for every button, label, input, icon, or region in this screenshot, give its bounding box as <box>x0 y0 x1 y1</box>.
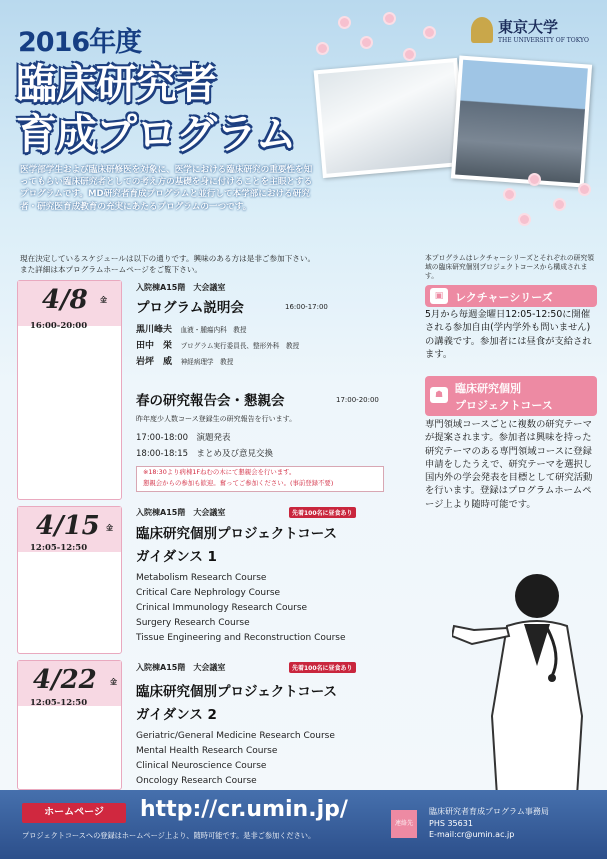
year-label: 2016年度 <box>18 27 142 58</box>
event-title-time: 16:00-17:00 <box>285 303 328 311</box>
speaker-role: 神経病理学 教授 <box>180 358 234 366</box>
speaker-name: 田中 栄 <box>136 341 173 351</box>
course-item: Metabolism Research Course <box>136 573 267 583</box>
contact-label: 連絡先 <box>391 810 417 838</box>
project-course-heading <box>425 376 597 416</box>
contact-line: 臨床研究者育成プログラム事務局 <box>429 807 549 816</box>
event-title: 臨床研究個別プロジェクトコース <box>136 684 338 700</box>
speaker-name: 黒川峰夫 <box>136 325 173 335</box>
party-notice <box>136 466 384 492</box>
event-date: 4/15 <box>36 511 100 541</box>
logo-en-text: THE UNIVERSITY OF TOKYO <box>498 37 589 44</box>
homepage-link[interactable]: http://cr.umin.jp/ <box>140 797 348 822</box>
agenda-item: 17:00-18:00 演題発表 <box>136 433 231 443</box>
ginkgo-icon <box>471 17 493 43</box>
lecture-description: 5月から毎週金曜日12:05-12:50に開催される参加自由(学内学外も問いません)の講義です。参加者には昼食が支給されます。 <box>425 309 592 360</box>
event-title: 春の研究報告会・懇親会 <box>136 393 285 409</box>
course-item: Critical Care Nephrology Course <box>136 588 281 598</box>
lunch-badge: 先着100名に昼食あり <box>289 507 356 518</box>
event-location: 入院棟A15階 大会議室 <box>136 508 226 517</box>
hospital-photo <box>451 56 592 188</box>
lecture-heading-text: レクチャーシリーズ <box>455 291 553 304</box>
course-item: Oncology Research Course <box>136 776 257 786</box>
footer-note: プロジェクトコースへの登録はホームページ上より、随時可能です。是非ご参加ください。 <box>22 831 316 840</box>
program-structure-note: 本プログラムはレクチャーシリーズとそれぞれの研究領域の臨床研究個別プロジェクトコースから構成されます。 <box>425 254 595 280</box>
course-item: Surgery Research Course <box>136 618 250 628</box>
people-icon: ☗ <box>430 387 448 403</box>
event-date: 4/8 <box>42 285 88 315</box>
event-weekday: 金 <box>100 296 107 304</box>
event-weekday: 金 <box>106 524 113 532</box>
event-subtitle: ガイダンス 1 <box>136 549 217 565</box>
course-item: Crinical Immunology Research Course <box>136 603 308 613</box>
project-description: 専門領域コースごとに複数の研究テーマが提案されます。参加者は興味を持った研究テーマのある専門領域コースに登録申請をしたうえで、研究テーマを選択し国内外の学会発表を目標として研究活動を行います。登録はプログラムホームページ上より随時可能です。 <box>425 419 593 510</box>
course-item: Mental Health Research Course <box>136 746 278 756</box>
page-title-line1: 臨床研究者 <box>16 60 216 108</box>
university-logo <box>471 15 596 49</box>
course-item: Geriatric/General Medicine Research Course <box>136 731 335 741</box>
intro-text: 医学部学生および臨床研修医を対象に、医学における臨床研究の重要性を知ってもらい臨床研究者としての考え方の基礎を身に付けることを主眼とするプログラムです。MD研究者育成プログラムと並行して本学部における研究者・研究医育成教育の充実にあたるプログラムの一つです。 <box>20 165 313 212</box>
course-item: Tissue Engineering and Reconstruction Course <box>136 633 346 643</box>
notice-line: 懇親会からの参加も歓迎。奮ってご参加ください。(事前登録不要) <box>143 479 334 487</box>
speaker-role: プログラム実行委員長、整形外科 教授 <box>180 342 300 350</box>
contact-email[interactable]: E-mail:cr@umin.ac.jp <box>429 830 515 839</box>
agenda-item: 18:00-18:15 まとめ及び意見交換 <box>136 449 274 459</box>
schedule-note-line: 現在決定しているスケジュールは以下の通りです。興味のある方は是非ご参加下さい。 <box>20 254 316 263</box>
date-box <box>17 660 122 790</box>
speaker <box>136 338 299 351</box>
event-title-time: 17:00-20:00 <box>336 396 379 404</box>
logo-jp-text: 東京大学 <box>498 18 559 36</box>
project-heading-line2: プロジェクトコース <box>455 399 553 412</box>
event-time: 12:05-12:50 <box>30 543 88 553</box>
course-list <box>136 729 335 789</box>
event-location: 入院棟A15階 大会議室 <box>136 663 226 672</box>
lecture-series-heading <box>425 285 597 307</box>
doctor-silhouette-icon <box>452 566 602 796</box>
event-time: 12:05-12:50 <box>30 698 88 708</box>
project-heading-line1: 臨床研究個別 <box>455 382 521 395</box>
speaker-name: 岩坪 威 <box>136 357 173 367</box>
event-description: 昨年度少人数コース登録生の研究報告を行います。 <box>136 415 297 423</box>
event-subtitle: ガイダンス 2 <box>136 707 217 723</box>
speaker <box>136 322 247 335</box>
event-location: 入院棟A15階 大会議室 <box>136 283 226 292</box>
course-list <box>136 571 346 646</box>
homepage-label: ホームページ <box>22 803 126 823</box>
page-title-line2: 育成プログラム <box>16 110 296 158</box>
date-box <box>17 280 122 500</box>
contact-info <box>429 806 549 841</box>
notice-line: ※18:30より病棟1Fねむの木にて懇親会を行います。 <box>143 468 296 476</box>
event-title: プログラム説明会 <box>136 300 244 316</box>
contact-line: PHS 35631 <box>429 818 473 828</box>
speaker-role: 血液・腫瘍内科 教授 <box>180 326 247 334</box>
date-box <box>17 506 122 654</box>
course-item: Clinical Neuroscience Course <box>136 761 267 771</box>
schedule-note <box>20 254 370 275</box>
event-date: 4/22 <box>33 665 97 695</box>
lunch-badge: 先着100名に昼食あり <box>289 662 356 673</box>
speaker <box>136 354 233 367</box>
doctor-photo <box>314 58 467 178</box>
event-time: 16:00-20:00 <box>30 321 88 331</box>
lecture-icon: ▣ <box>430 288 448 304</box>
event-weekday: 金 <box>110 678 117 686</box>
event-title: 臨床研究個別プロジェクトコース <box>136 526 338 542</box>
schedule-note-line: また詳細は本プログラムホームページをご覧下さい。 <box>20 264 203 274</box>
